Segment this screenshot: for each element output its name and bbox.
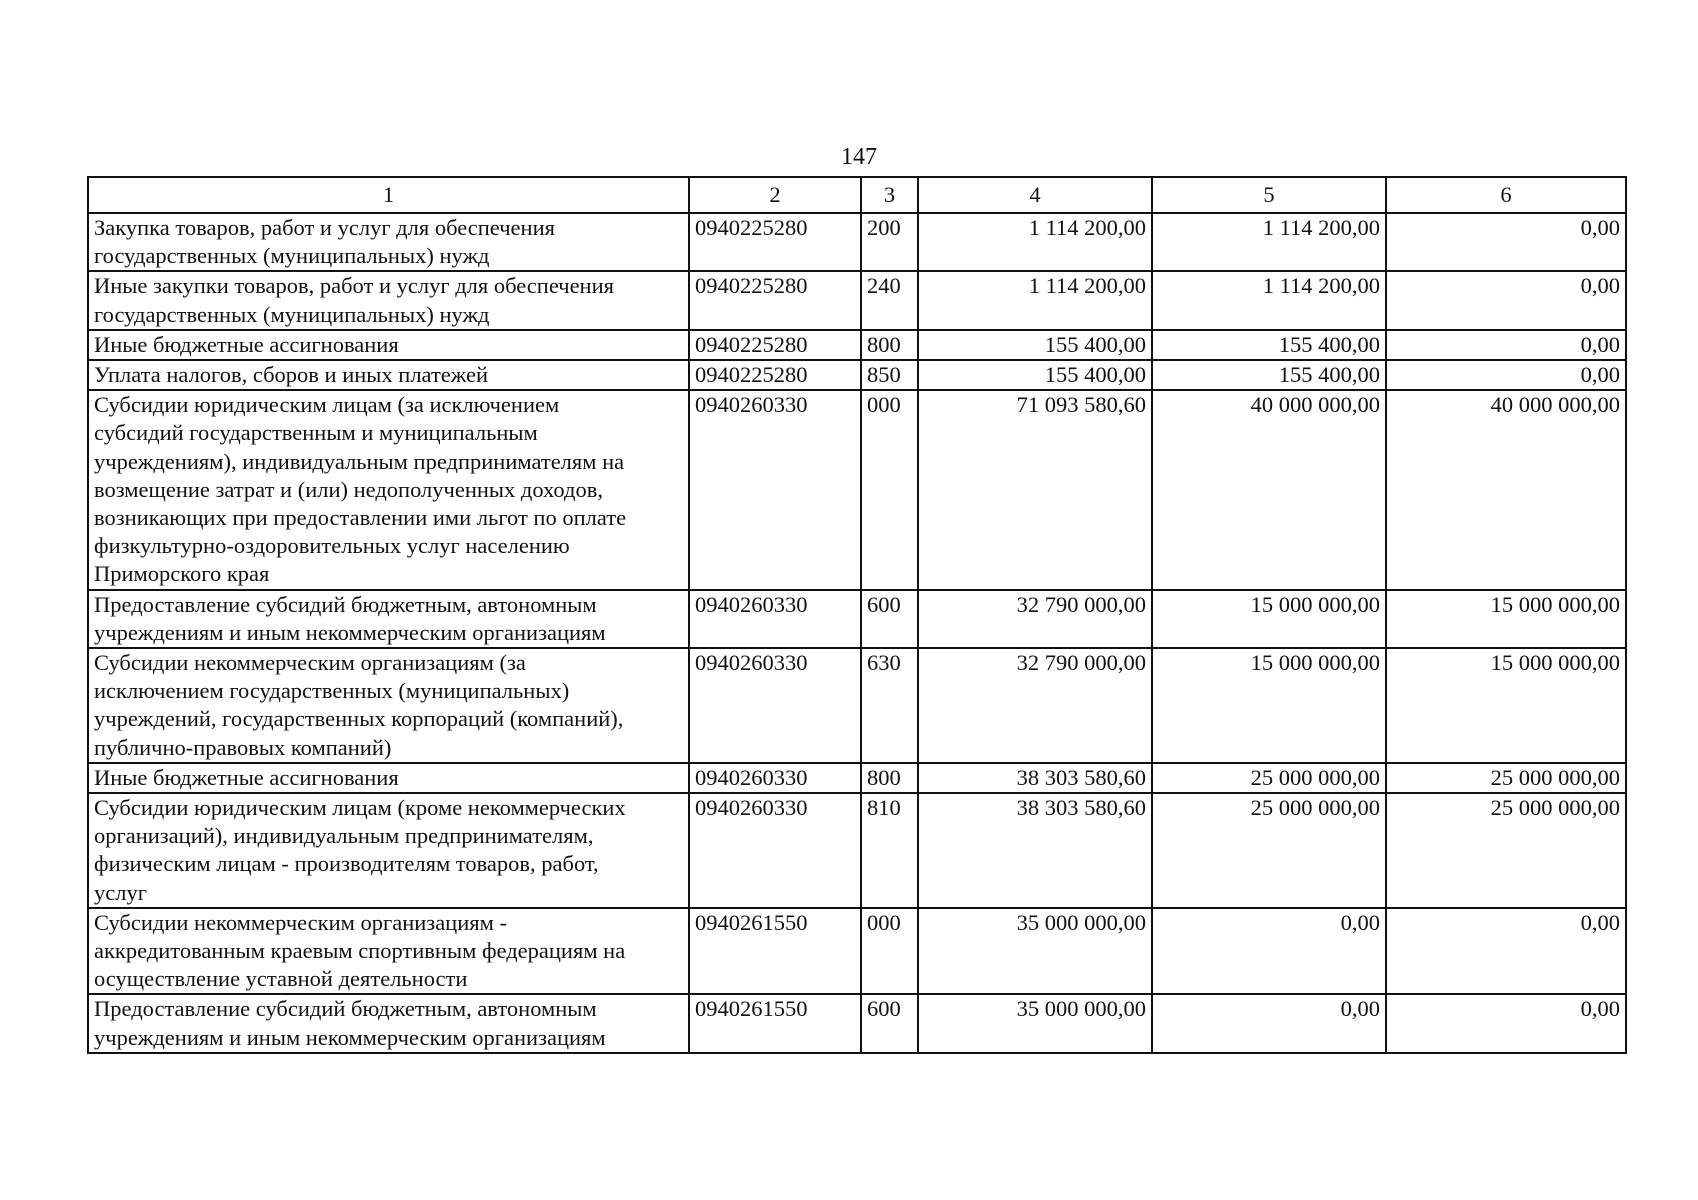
expense-name-line: Субсидии юридическим лицам (кроме некоммерческих: [94, 795, 626, 821]
amount-col5-cell: 0,00: [1152, 908, 1386, 995]
amount-col5-cell: 155 400,00: [1152, 360, 1386, 390]
expense-name-line: возмещение затрат и (или) недополученных доходов,: [94, 476, 603, 502]
amount-col6-cell: 0,00: [1386, 271, 1626, 329]
expense-name-cell: [88, 763, 689, 793]
expense-name-line: Субсидии юридическим лицам (за исключением: [94, 392, 560, 418]
table-row: [88, 360, 1626, 390]
table-row: [88, 213, 1626, 271]
expense-name-line: Закупка товаров, работ и услуг для обеспечения: [94, 215, 555, 240]
expense-name-line: Субсидии некоммерческим организациям (за: [94, 650, 526, 676]
expense-name-line: субсидий государственным и муниципальным: [94, 420, 538, 446]
target-article-code-cell: 0940225280: [689, 213, 861, 271]
expense-type-code-cell: 200: [861, 213, 918, 271]
expense-type-code-cell: 630: [861, 648, 918, 763]
column-header: 4: [918, 177, 1152, 213]
expense-name-line: Иные закупки товаров, работ и услуг для обеспечения: [94, 273, 614, 299]
table-row: [88, 390, 1626, 589]
column-header: 1: [88, 177, 689, 213]
amount-col5-cell: 1 114 200,00: [1152, 213, 1386, 271]
expense-type-code-cell: 850: [861, 360, 918, 390]
amount-col4-cell: 32 790 000,00: [918, 648, 1152, 763]
amount-col6-cell: 25 000 000,00: [1386, 763, 1626, 793]
expense-name-line: государственных (муниципальных) нужд: [94, 243, 490, 269]
table-row: [88, 590, 1626, 648]
table-row: [88, 908, 1626, 995]
amount-col5-cell: 15 000 000,00: [1152, 590, 1386, 648]
amount-col6-cell: 0,00: [1386, 360, 1626, 390]
expense-name-cell: [88, 213, 689, 271]
table-header-row: [88, 177, 1626, 213]
expense-name-line: Приморского края: [94, 561, 270, 587]
expense-type-code-cell: 600: [861, 994, 918, 1052]
amount-col5-cell: 25 000 000,00: [1152, 793, 1386, 908]
expense-type-code-cell: 000: [861, 390, 918, 589]
column-header: 3: [861, 177, 918, 213]
amount-col4-cell: 1 114 200,00: [918, 213, 1152, 271]
expense-name-cell: [88, 793, 689, 908]
amount-col4-cell: 71 093 580,60: [918, 390, 1152, 589]
expense-type-code-cell: 800: [861, 763, 918, 793]
expense-name-cell: [88, 590, 689, 648]
expense-type-code-cell: 800: [861, 330, 918, 360]
target-article-code-cell: 0940261550: [689, 994, 861, 1052]
amount-col6-cell: 0,00: [1386, 994, 1626, 1052]
expense-type-code-cell: 000: [861, 908, 918, 995]
expense-name-line: Уплата налогов, сборов и иных платежей: [94, 362, 489, 388]
expense-name-line: физкультурно-оздоровительных услуг населению: [94, 533, 570, 559]
expense-name-line: возникающих при предоставлении ими льгот по оплате: [94, 505, 627, 531]
expense-type-code-cell: 810: [861, 793, 918, 908]
expense-name-line: организаций), индивидуальным предпринимателям,: [94, 823, 594, 849]
amount-col6-cell: 0,00: [1386, 908, 1626, 995]
expense-name-line: государственных (муниципальных) нужд: [94, 301, 490, 327]
amount-col4-cell: 155 400,00: [918, 330, 1152, 360]
amount-col5-cell: 25 000 000,00: [1152, 763, 1386, 793]
column-header: 6: [1386, 177, 1626, 213]
expense-name-line: исключением государственных (муниципальных): [94, 678, 570, 704]
amount-col6-cell: 25 000 000,00: [1386, 793, 1626, 908]
expense-name-cell: [88, 994, 689, 1052]
target-article-code-cell: 0940225280: [689, 360, 861, 390]
expense-name-line: осуществление уставной деятельности: [94, 966, 468, 992]
amount-col4-cell: 155 400,00: [918, 360, 1152, 390]
amount-col4-cell: 38 303 580,60: [918, 763, 1152, 793]
expense-name-line: учреждений, государственных корпораций (компаний),: [94, 706, 624, 732]
target-article-code-cell: 0940260330: [689, 590, 861, 648]
amount-col4-cell: 1 114 200,00: [918, 271, 1152, 329]
table-row: [88, 763, 1626, 793]
expense-name-cell: [88, 390, 689, 589]
amount-col5-cell: 15 000 000,00: [1152, 648, 1386, 763]
expense-name-line: учреждениям и иным некоммерческим организациям: [94, 1024, 606, 1050]
expense-name-line: аккредитованным краевым спортивным федерациям на: [94, 938, 626, 964]
amount-col6-cell: 0,00: [1386, 213, 1626, 271]
target-article-code-cell: 0940225280: [689, 271, 861, 329]
amount-col4-cell: 35 000 000,00: [918, 994, 1152, 1052]
expense-name-line: Предоставление субсидий бюджетным, автономным: [94, 591, 597, 617]
table-body: [88, 213, 1626, 1053]
amount-col5-cell: 0,00: [1152, 994, 1386, 1052]
amount-col5-cell: 1 114 200,00: [1152, 271, 1386, 329]
amount-col6-cell: 40 000 000,00: [1386, 390, 1626, 589]
target-article-code-cell: 0940260330: [689, 793, 861, 908]
expense-name-line: Субсидии некоммерческим организациям -: [94, 909, 507, 935]
expense-name-line: услуг: [94, 879, 147, 905]
expense-name-cell: [88, 908, 689, 995]
amount-col4-cell: 32 790 000,00: [918, 590, 1152, 648]
expense-name-line: учреждениям и иным некоммерческим организациям: [94, 619, 606, 645]
amount-col6-cell: 15 000 000,00: [1386, 648, 1626, 763]
column-header: 5: [1152, 177, 1386, 213]
table-row: [88, 648, 1626, 763]
amount-col4-cell: 38 303 580,60: [918, 793, 1152, 908]
expense-name-cell: [88, 648, 689, 763]
amount-col4-cell: 35 000 000,00: [918, 908, 1152, 995]
target-article-code-cell: 0940225280: [689, 330, 861, 360]
amount-col6-cell: 15 000 000,00: [1386, 590, 1626, 648]
amount-col6-cell: 0,00: [1386, 330, 1626, 360]
target-article-code-cell: 0940260330: [689, 390, 861, 589]
page-number: 147: [841, 144, 877, 170]
amount-col5-cell: 155 400,00: [1152, 330, 1386, 360]
target-article-code-cell: 0940260330: [689, 763, 861, 793]
expense-name-line: Предоставление субсидий бюджетным, автономным: [94, 996, 597, 1022]
expense-type-code-cell: 600: [861, 590, 918, 648]
budget-table: [87, 176, 1627, 1054]
expense-name-cell: [88, 271, 689, 329]
table-row: [88, 994, 1626, 1052]
amount-col5-cell: 40 000 000,00: [1152, 390, 1386, 589]
expense-name-line: Иные бюджетные ассигнования: [94, 331, 399, 357]
expense-name-cell: [88, 360, 689, 390]
expense-name-line: учреждениям), индивидуальным предпринимателям на: [94, 448, 625, 474]
expense-type-code-cell: 240: [861, 271, 918, 329]
target-article-code-cell: 0940260330: [689, 648, 861, 763]
table-row: [88, 271, 1626, 329]
expense-name-line: публично-правовых компаний): [94, 734, 392, 760]
target-article-code-cell: 0940261550: [689, 908, 861, 995]
expense-name-line: физическим лицам - производителям товаров, работ,: [94, 851, 599, 877]
expense-name-cell: [88, 330, 689, 360]
column-header: 2: [689, 177, 861, 213]
table-row: [88, 330, 1626, 360]
expense-name-line: Иные бюджетные ассигнования: [94, 764, 399, 790]
table-row: [88, 793, 1626, 908]
